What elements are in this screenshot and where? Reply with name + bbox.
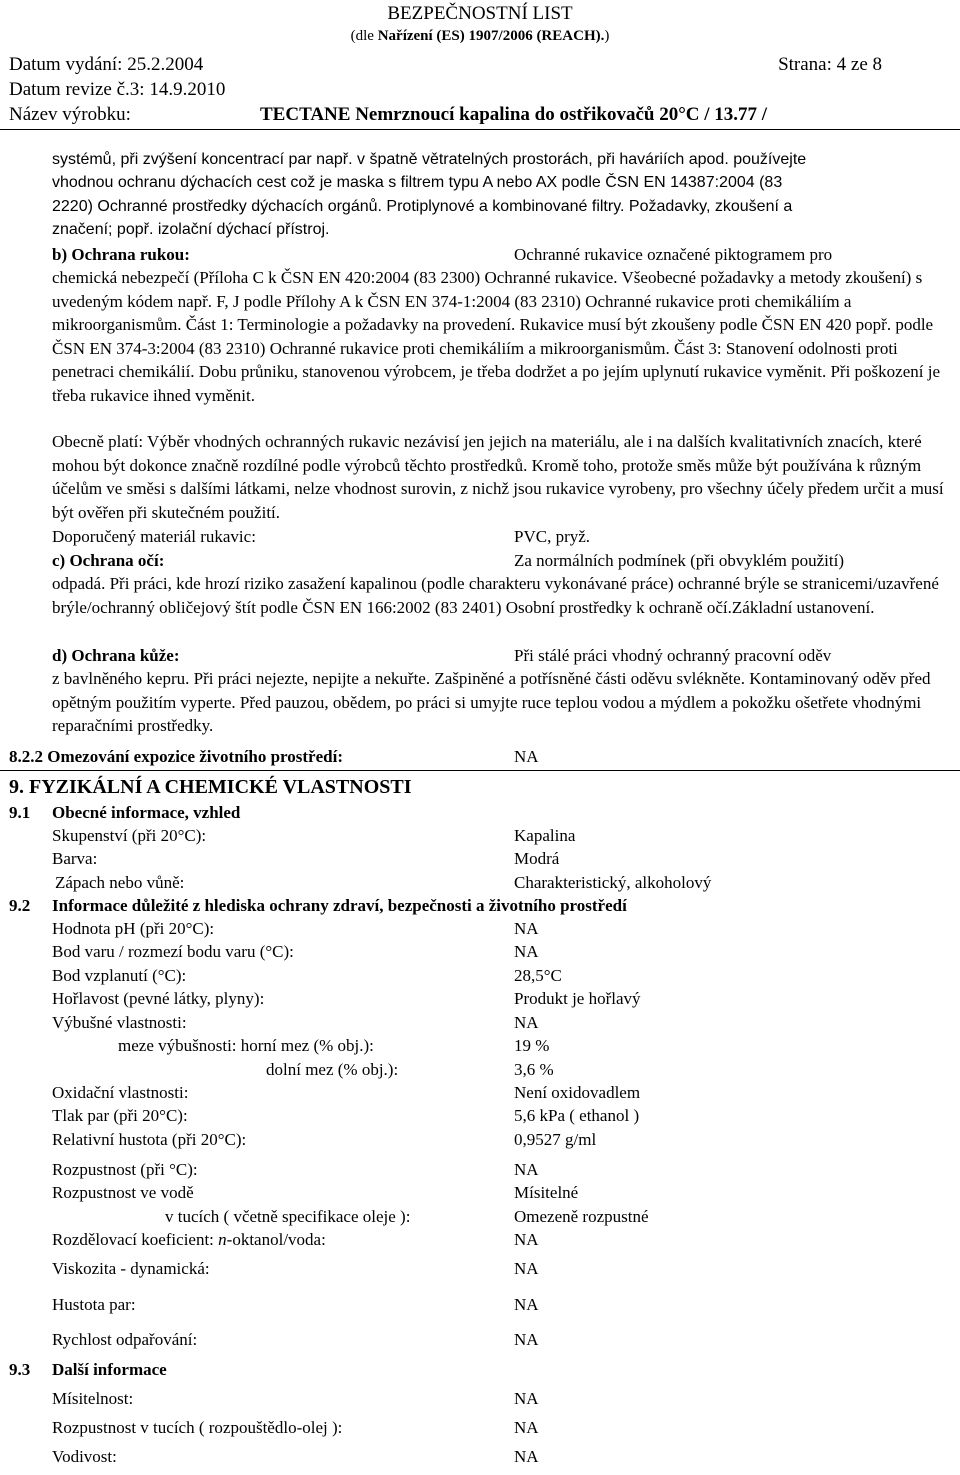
eye-protection-text: odpadá. Při práci, kde hrozí riziko zasažení kapalinou (podle charakteru vykonávané práce) ochranné brýle se stranicemi/uzavřené brýle/ochranný obličejový štít podle ČSN EN 166:2002 (83 2401) Osobní prostředky k ochraně očí.Základní ustanovení. (52, 574, 939, 617)
glove-material-label: Doporučený materiál rukavic: (52, 527, 256, 546)
document-subtitle (0, 27, 960, 45)
property-value: Modrá (514, 849, 560, 868)
property-value: NA (514, 1389, 539, 1408)
property-label: Zápach nebo vůně: (55, 873, 185, 892)
product-label: Název výrobku: (9, 104, 131, 125)
property-label: Relativní hustota (při 20°C): (52, 1130, 247, 1149)
label-italic: n (218, 1230, 227, 1249)
section-9-title: 9. FYZIKÁLNÍ A CHEMICKÉ VLASTNOSTI (9, 776, 412, 798)
property-label: Hodnota pH (při 20°C): (52, 919, 215, 938)
property-label: dolní mez (% obj.): (266, 1060, 399, 1079)
property-label: Výbušné vlastnosti: (52, 1013, 187, 1032)
skin-protection-label: d) Ochrana kůže: (52, 646, 180, 665)
label-suffix: -oktanol/voda: (226, 1230, 326, 1249)
skin-protection-text: z bavlněného kepru. Při práci nejezte, nepijte a nekuřte. Zašpiněné a potřísněné části oděvu svlékněte. Kontaminovaný oděv před opětným použitím vyperte. Před pauzou, obědem, po práci si umyjte ruce teplou vodou a mýdlem a pokožku ošetřete vhodnými reparačními prostředky. (52, 669, 931, 735)
property-label: Rozpustnost ve vodě (52, 1183, 194, 1202)
property-label: Tlak par (při 20°C): (52, 1106, 188, 1125)
property-label: Hořlavost (pevné látky, plyny): (52, 989, 265, 1008)
property-value: NA (514, 1295, 539, 1314)
property-label: Barva: (52, 849, 98, 868)
property-value: NA (514, 1330, 539, 1349)
page-number: Strana: 4 ze 8 (778, 54, 882, 75)
env-exposure-label: 8.2.2 Omezování expozice životního prostředí: (9, 747, 343, 766)
property-value: Kapalina (514, 826, 576, 845)
property-value: NA (514, 1418, 539, 1437)
property-label: Bod varu / rozmezí bodu varu (°C): (52, 942, 294, 961)
section-9-2-number: 9.2 (9, 896, 31, 915)
revision-date: Datum revize č.3: 14.9.2010 (9, 79, 226, 100)
property-label: meze výbušnosti: horní mez (% obj.): (118, 1036, 374, 1055)
property-value: 5,6 kPa ( ethanol ) (514, 1106, 640, 1125)
section-divider (0, 770, 960, 771)
property-value: 0,9527 g/ml (514, 1130, 597, 1149)
property-label (52, 1228, 326, 1252)
section-9-1-title: Obecné informace, vzhled (52, 803, 241, 822)
property-label: Hustota par: (52, 1295, 136, 1314)
eye-protection-label: c) Ochrana očí: (52, 551, 165, 570)
property-value: 19 % (514, 1036, 550, 1055)
property-value: Není oxidovadlem (514, 1083, 641, 1102)
glove-general-text: Obecně platí: Výběr vhodných ochranných rukavic nezávisí jen jejich na materiálu, ale i na dalších kvalitativních znacích, které mohou být dokonce značně rozdílné podle výrobců těchto prostředků. Kromě toho, protože směs může být používána k různým účelům ve směsi s dalšími látkami, nelze vhodnost surovin, z nichž jsou rukavice vyrobeny, pro všechny účely předem určit a musí být ověřen při skutečném použití. (52, 432, 944, 522)
property-value: NA (514, 942, 539, 961)
property-value: NA (514, 1160, 539, 1179)
property-value: NA (514, 1230, 539, 1249)
property-label: Oxidační vlastnosti: (52, 1083, 189, 1102)
issue-date: Datum vydání: 25.2.2004 (9, 54, 204, 75)
label-prefix: Rozdělovací koeficient: (52, 1230, 219, 1249)
intro-line-2: vhodnou ochranu dýchacích cest což je maska s filtrem typu A nebo AX podle ČSN EN 14387:2004 (83 (52, 174, 783, 191)
subtitle-prefix: (dle (350, 28, 378, 44)
property-label: v tucích ( včetně specifikace oleje ): (165, 1207, 411, 1226)
property-value: NA (514, 1259, 539, 1278)
env-exposure-value: NA (514, 747, 539, 766)
document-title: BEZPEČNOSTNÍ LIST (387, 3, 573, 24)
hand-protection-label: b) Ochrana rukou: (52, 245, 190, 264)
property-value: Produkt je hořlavý (514, 989, 641, 1008)
property-label: Rychlost odpařování: (52, 1330, 198, 1349)
intro-line-4: značení; popř. izolační dýchací přístroj. (52, 221, 330, 238)
hand-protection-value: Ochranné rukavice označené piktogramem pro (514, 245, 833, 264)
property-value: Charakteristický, alkoholový (514, 873, 712, 892)
subtitle-suffix: ) (604, 28, 610, 44)
hand-protection-text: chemická nebezpečí (Příloha C k ČSN EN 420:2004 (83 2300) Ochranné rukavice. Všeobecné požadavky a metody zkoušení) s uvedeným kódem např. F, J podle Přílohy A k ČSN EN 374-1:2004 (83 2310) Ochranné rukavice proti chemikáliím a mikroorganismům. Část 1: Terminologie a požadavky na provedení. Rukavice musí být zkoušeny podle ČSN EN 420 popř. podle ČSN EN 374-3:2004 (83 2310) Ochranné rukavice proti chemikáliím a mikroorganismům. Část 3: Stanovení odolnosti proti penetraci chemikálií. Dobu průniku, stanovenou výrobcem, je třeba dodržet a po jejím uplynutí rukavice vyměnit. Při poškození je třeba rukavice ihned vyměnit. (52, 268, 941, 405)
header-divider (0, 129, 960, 130)
skin-protection-value: Při stálé práci vhodný ochranný pracovní oděv (514, 646, 832, 665)
property-value: NA (514, 919, 539, 938)
property-value: 3,6 % (514, 1060, 554, 1079)
section-9-3-number: 9.3 (9, 1360, 31, 1379)
intro-line-3: 2220) Ochranné prostředky dýchacích orgánů. Protiplynové a kombinované filtry. Požadavky, zkoušení a (52, 198, 793, 215)
property-label: Viskozita - dynamická: (52, 1259, 210, 1278)
intro-line-1: systémů, při zvýšení koncentrací par např. v špatně větratelných prostorách, při haváriích apod. používejte (52, 151, 807, 168)
section-9-1-number: 9.1 (9, 803, 31, 822)
property-label: Rozpustnost (při °C): (52, 1160, 198, 1179)
property-label: Bod vzplanutí (°C): (52, 966, 187, 985)
property-label: Skupenství (při 20°C): (52, 826, 207, 845)
glove-material-value: PVC, pryž. (514, 527, 591, 546)
property-value: 28,5°C (514, 966, 562, 985)
property-label: Rozpustnost v tucích ( rozpouštědlo-olej ): (52, 1418, 343, 1437)
property-label: Vodivost: (52, 1447, 117, 1466)
eye-protection-value: Za normálních podmínek (při obvyklém použití) (514, 551, 845, 570)
property-label: Mísitelnost: (52, 1389, 134, 1408)
property-value: NA (514, 1447, 539, 1466)
property-value: Omezeně rozpustné (514, 1207, 649, 1226)
product-name: TECTANE Nemrznoucí kapalina do ostřikovačů 20°C / 13.77 / (260, 104, 768, 125)
section-9-2-title: Informace důležité z hlediska ochrany zdraví, bezpečnosti a životního prostředí (52, 896, 627, 915)
section-9-3-title: Další informace (52, 1360, 167, 1379)
regulation-reference: Nařízení (ES) 1907/2006 (REACH). (377, 28, 605, 44)
property-value: Mísitelné (514, 1183, 579, 1202)
property-value: NA (514, 1013, 539, 1032)
